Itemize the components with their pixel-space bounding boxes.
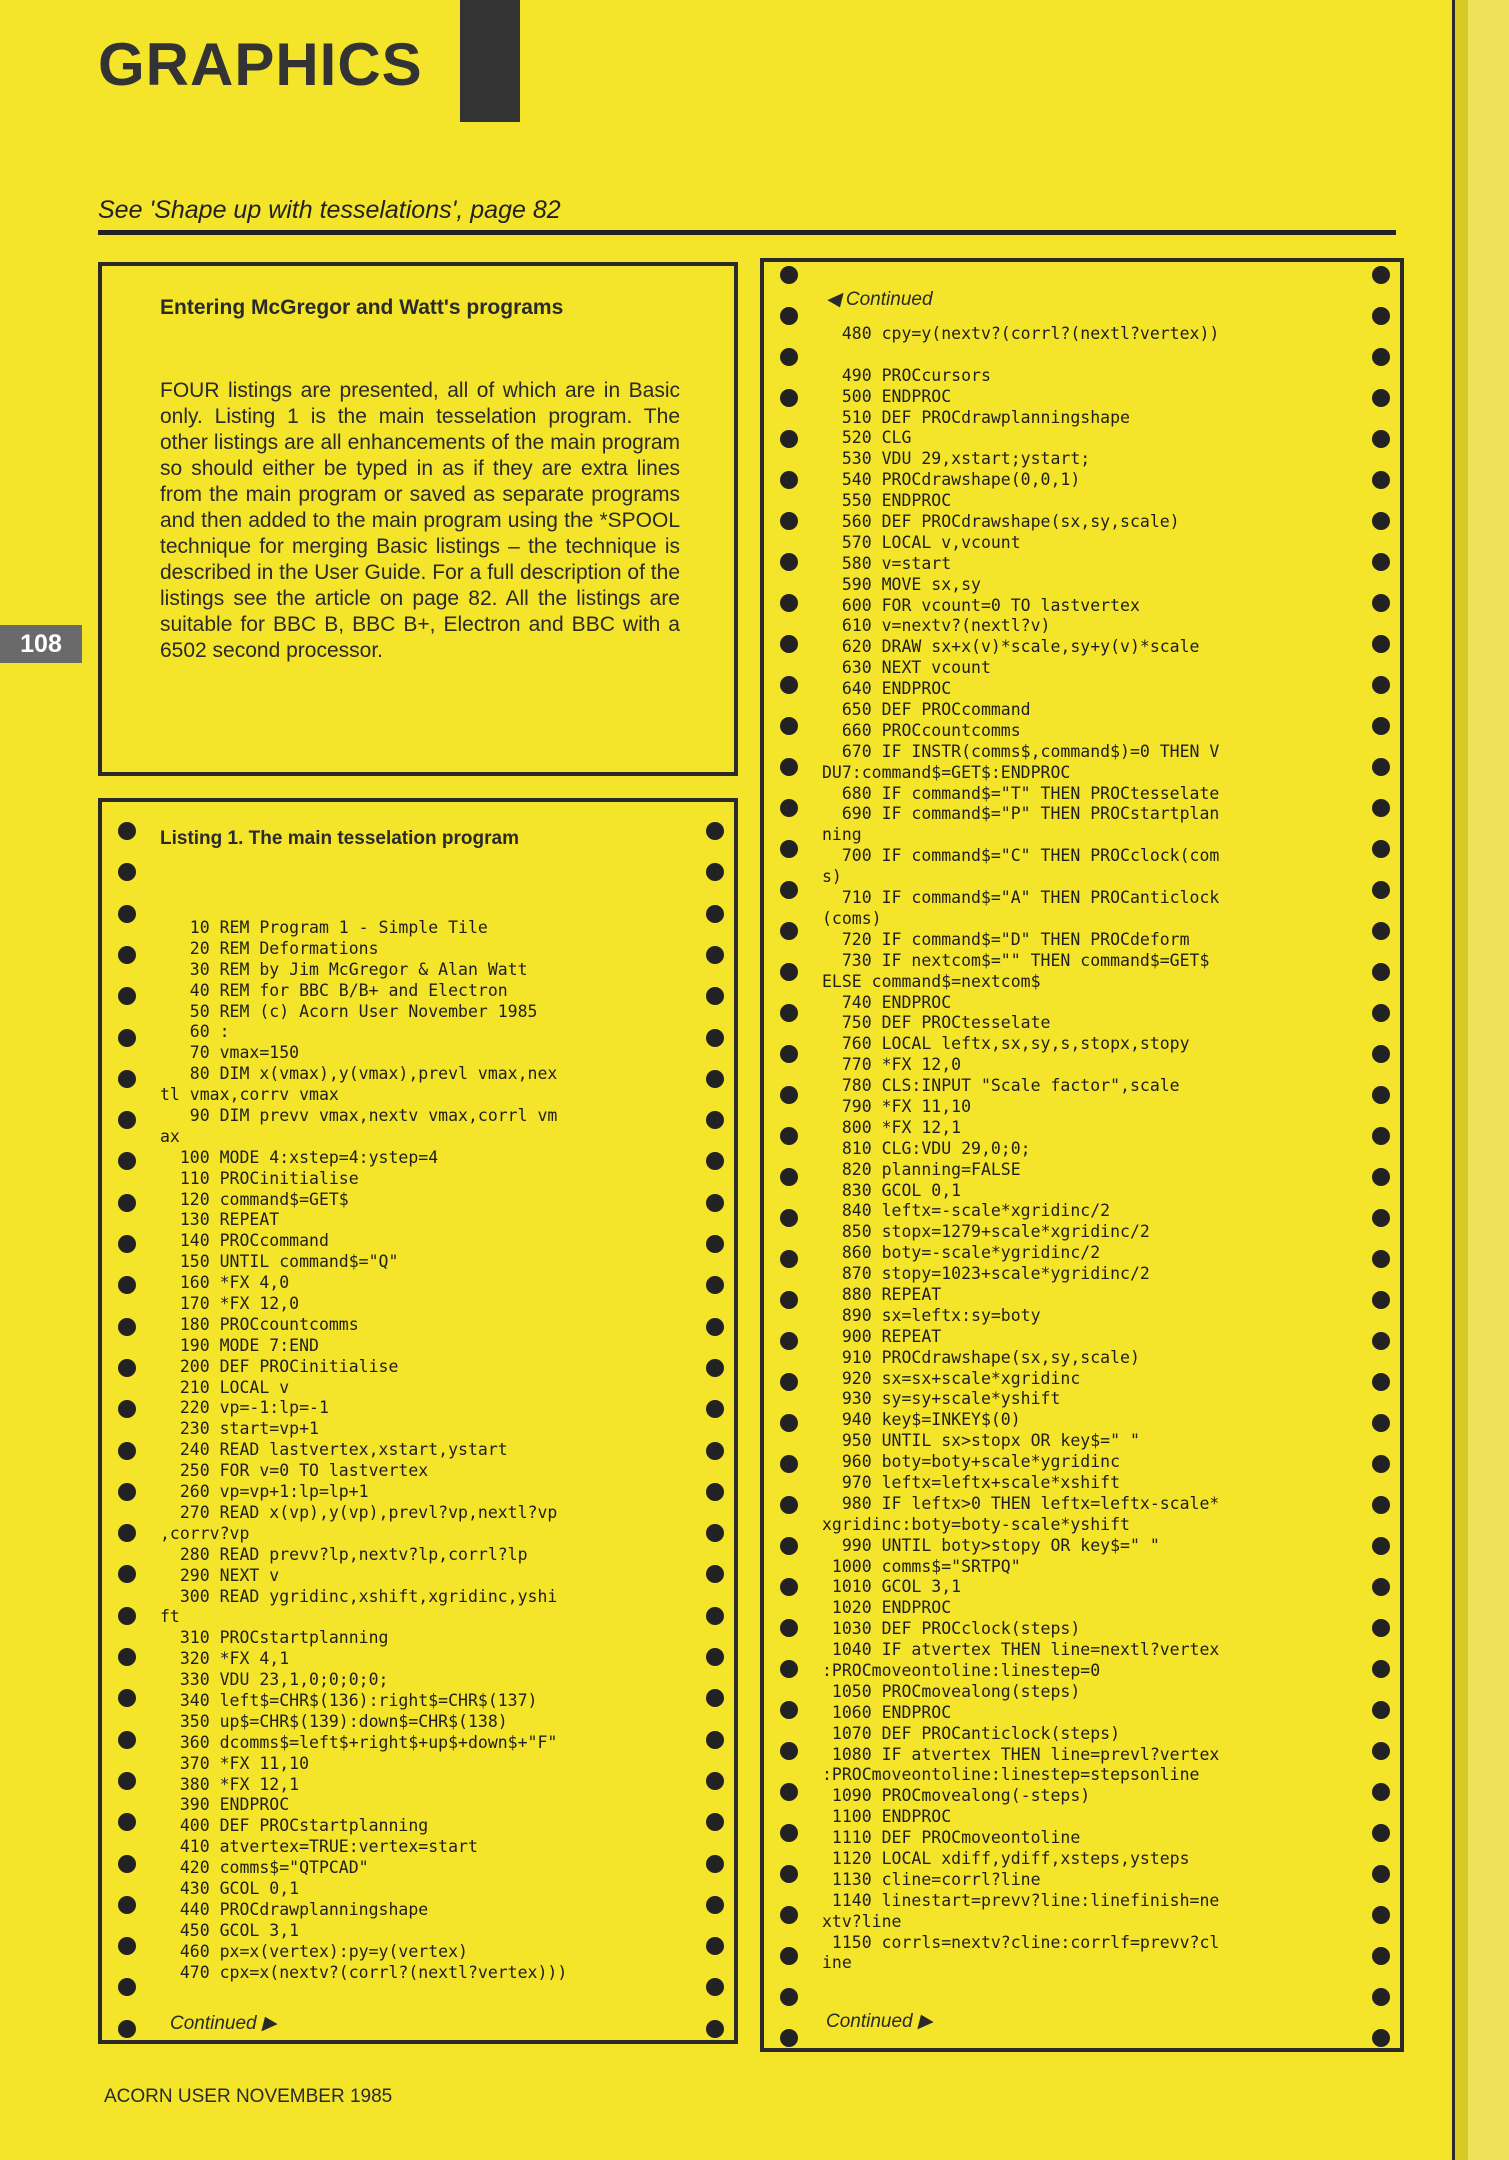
- sprocket-hole: [706, 1235, 724, 1253]
- code-line: 1100 ENDPROC: [822, 1807, 952, 1827]
- code-line: 510 DEF PROCdrawplanningshape: [822, 407, 1130, 427]
- sprocket-hole: [118, 1565, 136, 1583]
- sprocket-hole: [1372, 881, 1390, 899]
- code-line: 1130 cline=corrl?line: [822, 1869, 1041, 1889]
- code-line: ax: [160, 1126, 180, 1146]
- sprocket-hole: [780, 799, 798, 817]
- sprocket-hole: [780, 1168, 798, 1186]
- code-line: 610 v=nextv?(nextl?v): [822, 616, 1051, 636]
- sprocket-hole: [1372, 963, 1390, 981]
- code-line: 260 vp=vp+1:lp=lp+1: [160, 1482, 369, 1502]
- code-line: 1060 ENDPROC: [822, 1702, 952, 1722]
- sprocket-hole: [706, 1359, 724, 1377]
- sprocket-hole: [118, 1070, 136, 1088]
- sprocket-hole: [1372, 1373, 1390, 1391]
- code-line: 360 dcomms$=left$+right$+up$+down$+"F": [160, 1732, 558, 1752]
- code-line: 880 REPEAT: [822, 1284, 942, 1304]
- code-line: 10 REM Program 1 - Simple Tile: [160, 918, 488, 937]
- sprocket-hole: [1372, 1865, 1390, 1883]
- code-line: 1010 GCOL 3,1: [822, 1577, 962, 1597]
- page-number: 108: [0, 625, 82, 663]
- sprocket-hole: [1372, 1824, 1390, 1842]
- code-line: (coms): [822, 908, 882, 928]
- code-line: 30 REM by Jim McGregor & Alan Watt: [160, 959, 528, 979]
- code-line: 890 sx=leftx:sy=boty: [822, 1305, 1041, 1325]
- sprocket-hole: [780, 1332, 798, 1350]
- sprocket-hole: [780, 348, 798, 366]
- sprocket-hole: [706, 946, 724, 964]
- sprocket-hole: [1372, 1701, 1390, 1719]
- code-line: 410 atvertex=TRUE:vertex=start: [160, 1837, 478, 1857]
- sprocket-hole: [1372, 348, 1390, 366]
- code-line: 40 REM for BBC B/B+ and Electron: [160, 980, 508, 1000]
- code-line: 530 VDU 29,xstart;ystart;: [822, 449, 1091, 469]
- code-line: 470 cpx=x(nextv?(corrl?(nextl?vertex))): [160, 1962, 568, 1982]
- sprocket-hole: [118, 1029, 136, 1047]
- code-line: 940 key$=INKEY$(0): [822, 1410, 1021, 1430]
- code-line: 440 PROCdrawplanningshape: [160, 1899, 429, 1919]
- code-line: 350 up$=CHR$(139):down$=CHR$(138): [160, 1711, 508, 1731]
- code-line: 140 PROCcommand: [160, 1231, 329, 1251]
- code-line: 850 stopx=1279+scale*xgridinc/2: [822, 1222, 1150, 1242]
- sprocket-hole: [780, 471, 798, 489]
- code-line: 200 DEF PROCinitialise: [160, 1356, 399, 1376]
- code-line: 1030 DEF PROCclock(steps): [822, 1619, 1081, 1639]
- sprocket-hole: [1372, 1209, 1390, 1227]
- sprocket-hole: [706, 1524, 724, 1542]
- sprocket-hole: [706, 1070, 724, 1088]
- sprocket-hole: [706, 1855, 724, 1873]
- sprocket-hole: [1372, 430, 1390, 448]
- code-line: 330 VDU 23,1,0;0;0;0;: [160, 1670, 389, 1690]
- code-line: 860 boty=-scale*ygridinc/2: [822, 1243, 1101, 1263]
- sprocket-hole: [1372, 1455, 1390, 1473]
- code-line: 150 UNTIL command$="Q": [160, 1252, 399, 1272]
- code-line: 1020 ENDPROC: [822, 1598, 952, 1618]
- sprocket-hole: [706, 1029, 724, 1047]
- sprocket-hole: [1372, 717, 1390, 735]
- sprocket-hole: [1372, 1537, 1390, 1555]
- sprocket-hole: [1372, 1496, 1390, 1514]
- code-line: 870 stopy=1023+scale*ygridinc/2: [822, 1264, 1150, 1284]
- sprocket-hole: [706, 905, 724, 923]
- code-line: 290 NEXT v: [160, 1565, 280, 1585]
- code-line: 230 start=vp+1: [160, 1419, 319, 1439]
- code-line: 720 IF command$="D" THEN PROCdeform: [822, 929, 1190, 949]
- code-line: 20 REM Deformations: [160, 938, 379, 958]
- listing-1-heading: Listing 1. The main tesselation program: [160, 828, 519, 849]
- sprocket-hole: [706, 1194, 724, 1212]
- sprocket-hole: [780, 1906, 798, 1924]
- code-line: 490 PROCcursors: [822, 365, 991, 385]
- code-line: 280 READ prevv?lp,nextv?lp,corrl?lp: [160, 1544, 528, 1564]
- code-line: 820 planning=FALSE: [822, 1159, 1021, 1179]
- sprocket-hole: [118, 1442, 136, 1460]
- code-line: 170 *FX 12,0: [160, 1294, 300, 1314]
- code-line: 580 v=start: [822, 553, 952, 573]
- code-line: 570 LOCAL v,vcount: [822, 532, 1021, 552]
- code-line: tl vmax,corrv vmax: [160, 1085, 339, 1105]
- sprocket-hole: [780, 1373, 798, 1391]
- code-line: 740 ENDPROC: [822, 992, 952, 1012]
- code-line: ine: [822, 1953, 852, 1973]
- sprocket-hole: [118, 1813, 136, 1831]
- code-line: 270 READ x(vp),y(vp),prevl?vp,nextl?vp: [160, 1502, 558, 1522]
- code-line: 990 UNTIL boty>stopy OR key$=" ": [822, 1535, 1160, 1555]
- code-line: s): [822, 867, 842, 887]
- code-line: 1000 comms$="SRTPQ": [822, 1556, 1021, 1576]
- sprocket-hole: [1372, 553, 1390, 571]
- sprocket-hole: [780, 1496, 798, 1514]
- sprocket-hole: [706, 1978, 724, 1996]
- sprocket-hole: [118, 1400, 136, 1418]
- code-line: [822, 345, 1219, 366]
- code-line: 240 READ lastvertex,xstart,ystart: [160, 1440, 508, 1460]
- sprocket-hole: [118, 1152, 136, 1170]
- intro-box: [98, 262, 738, 776]
- code-line: 540 PROCdrawshape(0,0,1): [822, 470, 1081, 490]
- sprocket-hole: [780, 266, 798, 284]
- sprocket-hole: [780, 1455, 798, 1473]
- sprocket-hole: [118, 1318, 136, 1336]
- sprocket-hole: [1372, 2029, 1390, 2047]
- sprocket-hole: [1372, 266, 1390, 284]
- code-line: 770 *FX 12,0: [822, 1055, 962, 1075]
- sprocket-hole: [1372, 512, 1390, 530]
- sprocket-hole: [1372, 1742, 1390, 1760]
- sprocket-hole: [118, 987, 136, 1005]
- code-line: 180 PROCcountcomms: [160, 1314, 359, 1334]
- code-line: 120 command$=GET$: [160, 1189, 349, 1209]
- sprocket-hole: [780, 1004, 798, 1022]
- sprocket-hole: [118, 1483, 136, 1501]
- code-line: 950 UNTIL sx>stopx OR key$=" ": [822, 1431, 1140, 1451]
- sprocket-hole: [1372, 922, 1390, 940]
- code-line: 900 REPEAT: [822, 1326, 942, 1346]
- sprocket-hole: [780, 1127, 798, 1145]
- sprocket-hole: [118, 1607, 136, 1625]
- sprocket-hole: [706, 1813, 724, 1831]
- code-line: 640 ENDPROC: [822, 679, 952, 699]
- title-block-decoration: [460, 0, 520, 122]
- code-line: 790 *FX 11,10: [822, 1096, 972, 1116]
- code-line: 910 PROCdrawshape(sx,sy,scale): [822, 1347, 1140, 1367]
- code-line: 1040 IF atvertex THEN line=nextl?vertex: [822, 1640, 1220, 1660]
- code-line: 420 comms$="QTPCAD": [160, 1858, 369, 1878]
- code-line: 370 *FX 11,10: [160, 1753, 310, 1773]
- code-line: 220 vp=-1:lp=-1: [160, 1398, 329, 1418]
- code-line: 300 READ ygridinc,xshift,xgridinc,yshi: [160, 1586, 558, 1606]
- code-line: ft: [160, 1607, 180, 1627]
- continued-from-label: ◀ Continued: [826, 289, 933, 310]
- code-line: 800 *FX 12,1: [822, 1117, 962, 1137]
- sprocket-hole: [118, 905, 136, 923]
- sprocket-hole: [706, 1442, 724, 1460]
- sprocket-hole: [780, 840, 798, 858]
- sprocket-hole: [780, 307, 798, 325]
- sprocket-hole: [780, 717, 798, 735]
- sprocket-hole: [780, 1537, 798, 1555]
- sprocket-hole: [780, 1291, 798, 1309]
- code-line: 320 *FX 4,1: [160, 1649, 290, 1669]
- sprocket-hole: [706, 1318, 724, 1336]
- sprocket-hole: [780, 1414, 798, 1432]
- sprocket-hole: [780, 1250, 798, 1268]
- code-line: 780 CLS:INPUT "Scale factor",scale: [822, 1076, 1180, 1096]
- sprocket-hole: [780, 594, 798, 612]
- sprocket-hole: [118, 1235, 136, 1253]
- code-line: :PROCmoveontoline:linestep=0: [822, 1661, 1101, 1680]
- intro-body: FOUR listings are presented, all of which are in Basic only. Listing 1 is the main tesselation program. The other listings are all enhancements of the main program so should either be typed in as if they are extra lines from the main program or saved as separate programs and then added to the main program using the *SPOOL technique for merging Basic listings – the technique is described in the User Guide. For a full description of the listings see the article on page 82. All the listings are suitable for BBC B, BBC B+, Electron and BBC with a 6502 second processor.: [160, 379, 680, 662]
- code-line: 390 ENDPROC: [160, 1795, 290, 1815]
- code-line: DU7:command$=GET$:ENDPROC: [822, 762, 1071, 782]
- code-line: 650 DEF PROCcommand: [822, 700, 1031, 720]
- sprocket-hole: [780, 676, 798, 694]
- sprocket-hole: [118, 1937, 136, 1955]
- header-rule: [98, 230, 1396, 235]
- code-line: 600 FOR vcount=0 TO lastvertex: [822, 595, 1140, 615]
- sprocket-hole: [706, 1607, 724, 1625]
- code-line: 430 GCOL 0,1: [160, 1878, 300, 1898]
- sprocket-hole: [780, 635, 798, 653]
- sprocket-hole: [780, 1742, 798, 1760]
- sprocket-hole: [118, 946, 136, 964]
- code-line: 730 IF nextcom$="" THEN command$=GET$: [822, 950, 1210, 970]
- sprocket-hole: [706, 1152, 724, 1170]
- code-line: 110 PROCinitialise: [160, 1168, 359, 1188]
- code-line: 1150 corrls=nextv?cline:corrlf=prevv?cl: [822, 1932, 1220, 1952]
- code-line: ,corrv?vp: [160, 1523, 250, 1543]
- sprocket-hole: [1372, 1291, 1390, 1309]
- sprocket-hole: [780, 1619, 798, 1637]
- code-line: 70 vmax=150: [160, 1043, 300, 1063]
- sprocket-hole: [1372, 1086, 1390, 1104]
- code-line: 100 MODE 4:xstep=4:ystep=4: [160, 1147, 439, 1167]
- code-line: 210 LOCAL v: [160, 1377, 290, 1397]
- code-line: 970 leftx=leftx+scale*xshift: [822, 1472, 1121, 1492]
- code-line: 190 MODE 7:END: [160, 1335, 319, 1355]
- sprocket-hole: [1372, 1783, 1390, 1801]
- sprocket-hole: [706, 1937, 724, 1955]
- code-line: 690 IF command$="P" THEN PROCstartplan: [822, 804, 1220, 824]
- code-line: 160 *FX 4,0: [160, 1273, 290, 1293]
- sprocket-hole: [1372, 1906, 1390, 1924]
- code-line: 1070 DEF PROCanticlock(steps): [822, 1723, 1121, 1743]
- sprocket-hole: [1372, 1578, 1390, 1596]
- sprocket-hole: [780, 1578, 798, 1596]
- code-line: 550 ENDPROC: [822, 491, 952, 511]
- code-line: 980 IF leftx>0 THEN leftx=leftx-scale*: [822, 1493, 1220, 1513]
- sprocket-hole: [1372, 471, 1390, 489]
- code-line: 1050 PROCmovealong(steps): [822, 1681, 1081, 1701]
- sprocket-hole: [1372, 307, 1390, 325]
- sprocket-hole: [118, 1111, 136, 1129]
- sprocket-hole: [706, 1772, 724, 1790]
- sprocket-hole: [780, 1947, 798, 1965]
- code-line: 380 *FX 12,1: [160, 1774, 300, 1794]
- sprocket-hole: [118, 1896, 136, 1914]
- sprocket-hole: [118, 1772, 136, 1790]
- sprocket-hole: [780, 1824, 798, 1842]
- code-line: 480 cpy=y(nextv?(corrl?(nextl?vertex)): [822, 324, 1220, 343]
- sprocket-hole: [1372, 1947, 1390, 1965]
- sprocket-hole: [780, 1660, 798, 1678]
- listing-1-code: [160, 918, 567, 1983]
- sprocket-hole: [1372, 594, 1390, 612]
- code-line: 130 REPEAT: [160, 1210, 280, 1230]
- sprocket-hole: [780, 1701, 798, 1719]
- sprocket-hole: [780, 1783, 798, 1801]
- code-line: 50 REM (c) Acorn User November 1985: [160, 1001, 538, 1021]
- sprocket-hole: [1372, 1250, 1390, 1268]
- code-line: xtv?line: [822, 1911, 902, 1931]
- sprocket-hole: [706, 1896, 724, 1914]
- sprocket-hole: [1372, 758, 1390, 776]
- code-line: 90 DIM prevv vmax,nextv vmax,corrl vm: [160, 1106, 558, 1126]
- listing-1-continued-code: [822, 324, 1219, 1974]
- sprocket-hole: [706, 1565, 724, 1583]
- code-line: 620 DRAW sx+x(v)*scale,sy+y(v)*scale: [822, 637, 1200, 657]
- sprocket-hole: [118, 822, 136, 840]
- sprocket-hole: [706, 822, 724, 840]
- code-line: xgridinc:boty=boty-scale*yshift: [822, 1514, 1130, 1534]
- listing-1-continued-box: [760, 258, 1404, 2052]
- code-line: 930 sy=sy+scale*yshift: [822, 1389, 1061, 1409]
- sprocket-hole: [780, 1045, 798, 1063]
- sprocket-hole: [1372, 1660, 1390, 1678]
- code-line: 700 IF command$="C" THEN PROCclock(com: [822, 846, 1220, 866]
- sprocket-hole: [780, 512, 798, 530]
- code-line: 750 DEF PROCtesselate: [822, 1013, 1051, 1033]
- sprocket-hole: [706, 1400, 724, 1418]
- sprocket-hole: [780, 1865, 798, 1883]
- code-line: ELSE command$=nextcom$: [822, 971, 1041, 991]
- sprocket-hole: [118, 1855, 136, 1873]
- continued-label: Continued ▶: [170, 2013, 277, 2034]
- code-line: 520 CLG: [822, 428, 912, 448]
- sprocket-hole: [706, 1648, 724, 1666]
- sprocket-hole: [1372, 1127, 1390, 1145]
- sprocket-hole: [706, 2020, 724, 2038]
- sprocket-hole: [1372, 1004, 1390, 1022]
- sprocket-hole: [706, 1111, 724, 1129]
- code-line: 250 FOR v=0 TO lastvertex: [160, 1461, 429, 1481]
- sprocket-hole: [780, 881, 798, 899]
- sprocket-hole: [1372, 1414, 1390, 1432]
- sprocket-hole: [780, 1988, 798, 2006]
- code-line: 1080 IF atvertex THEN line=prevl?vertex: [822, 1744, 1220, 1764]
- footer-publication: ACORN USER NOVEMBER 1985: [104, 2086, 393, 2107]
- code-line: 920 sx=sx+scale*xgridinc: [822, 1368, 1081, 1388]
- code-line: 960 boty=boty+scale*ygridinc: [822, 1452, 1121, 1472]
- sprocket-hole: [118, 1276, 136, 1294]
- sprocket-hole: [1372, 799, 1390, 817]
- continued-label: Continued ▶: [826, 2011, 933, 2032]
- see-reference: See 'Shape up with tesselations', page 82: [98, 196, 561, 224]
- sprocket-hole: [118, 1648, 136, 1666]
- code-line: 1110 DEF PROCmoveontoline: [822, 1828, 1081, 1848]
- sprocket-hole: [1372, 1988, 1390, 2006]
- sprocket-hole: [706, 1483, 724, 1501]
- sprocket-hole: [706, 987, 724, 1005]
- sprocket-hole: [1372, 1045, 1390, 1063]
- sprocket-hole: [780, 758, 798, 776]
- sprocket-hole: [118, 1359, 136, 1377]
- section-title: GRAPHICS: [98, 31, 423, 98]
- sprocket-hole: [118, 1524, 136, 1542]
- sprocket-hole: [118, 2020, 136, 2038]
- intro-heading: Entering McGregor and Watt's programs: [160, 296, 564, 319]
- listing-1-box: [98, 798, 738, 2044]
- sprocket-hole: [118, 1978, 136, 1996]
- sprocket-hole: [1372, 1619, 1390, 1637]
- code-line: 450 GCOL 3,1: [160, 1920, 300, 1940]
- sprocket-hole: [118, 1689, 136, 1707]
- sprocket-hole: [1372, 676, 1390, 694]
- code-line: 590 MOVE sx,sy: [822, 574, 981, 594]
- code-line: 660 PROCcountcomms: [822, 720, 1021, 740]
- sprocket-hole: [780, 922, 798, 940]
- code-line: 630 NEXT vcount: [822, 658, 991, 678]
- sprocket-hole: [780, 1209, 798, 1227]
- code-line: 810 CLG:VDU 29,0;0;: [822, 1138, 1031, 1158]
- code-line: 560 DEF PROCdrawshape(sx,sy,scale): [822, 512, 1180, 532]
- code-line: 400 DEF PROCstartplanning: [160, 1816, 429, 1836]
- code-line: 710 IF command$="A" THEN PROCanticlock: [822, 888, 1220, 908]
- next-page-edge: [1468, 0, 1509, 2160]
- sprocket-hole: [1372, 635, 1390, 653]
- code-line: 680 IF command$="T" THEN PROCtesselate: [822, 783, 1220, 803]
- sprocket-hole: [780, 2029, 798, 2047]
- sprocket-hole: [118, 1731, 136, 1749]
- sprocket-hole: [706, 1276, 724, 1294]
- code-line: 500 ENDPROC: [822, 386, 952, 406]
- sprocket-hole: [118, 1194, 136, 1212]
- sprocket-hole: [706, 863, 724, 881]
- code-line: 1090 PROCmovealong(-steps): [822, 1786, 1091, 1806]
- sprocket-hole: [1372, 1168, 1390, 1186]
- code-line: 340 left$=CHR$(136):right$=CHR$(137): [160, 1690, 538, 1710]
- code-line: 60 :: [160, 1022, 230, 1042]
- sprocket-hole: [780, 389, 798, 407]
- sprocket-hole: [780, 963, 798, 981]
- code-line: 1140 linestart=prevv?line:linefinish=ne: [822, 1890, 1220, 1910]
- code-line: 760 LOCAL leftx,sx,sy,s,stopx,stopy: [822, 1034, 1190, 1054]
- sprocket-hole: [780, 553, 798, 571]
- code-line: 1120 LOCAL xdiff,ydiff,xsteps,ysteps: [822, 1849, 1190, 1869]
- code-line: 310 PROCstartplanning: [160, 1628, 389, 1648]
- code-line: ning: [822, 825, 862, 845]
- sprocket-hole: [780, 430, 798, 448]
- sprocket-hole: [1372, 840, 1390, 858]
- sprocket-hole: [1372, 1332, 1390, 1350]
- code-line: 460 px=x(vertex):py=y(vertex): [160, 1941, 468, 1961]
- sprocket-hole: [1372, 389, 1390, 407]
- code-line: 670 IF INSTR(comms$,command$)=0 THEN V: [822, 741, 1220, 761]
- code-line: :PROCmoveontoline:linestep=stepsonline: [822, 1765, 1200, 1785]
- sprocket-hole: [118, 863, 136, 881]
- code-line: 830 GCOL 0,1: [822, 1180, 962, 1200]
- code-line: 80 DIM x(vmax),y(vmax),prevl vmax,nex: [160, 1064, 558, 1084]
- sprocket-hole: [780, 1086, 798, 1104]
- sprocket-hole: [706, 1731, 724, 1749]
- sprocket-hole: [706, 1689, 724, 1707]
- code-line: 840 leftx=-scale*xgridinc/2: [822, 1201, 1111, 1221]
